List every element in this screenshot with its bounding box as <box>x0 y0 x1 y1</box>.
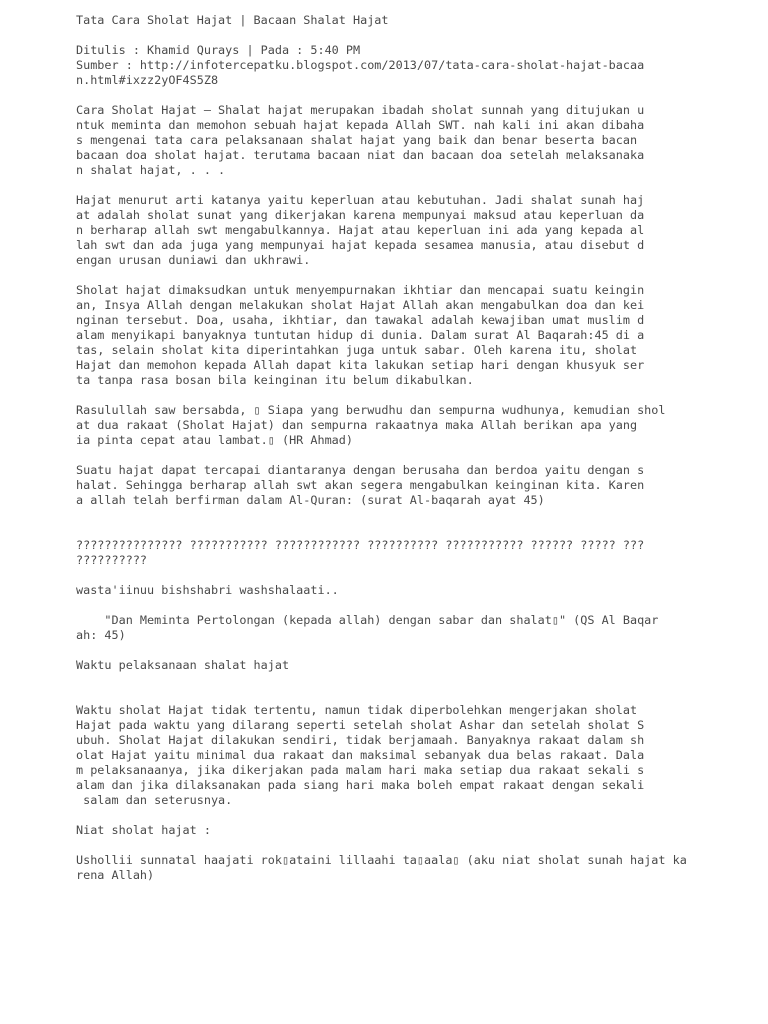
blank-line <box>76 388 736 403</box>
text-line: ntuk meminta dan memohon sebuah hajat kepada Allah SWT. nah kali ini akan dibaha <box>76 118 645 132</box>
text-line: Hajat pada waktu yang dilarang seperti setelah sholat Ashar dan setelah sholat S <box>76 718 645 732</box>
text-line: tas, selain sholat kita diperintahkan juga untuk sabar. Oleh karena itu, sholat <box>76 343 638 357</box>
blank-line <box>76 448 736 463</box>
text-line: n shalat hajat, . . . <box>76 163 226 177</box>
blank-line <box>76 598 736 613</box>
blank-line <box>76 268 736 283</box>
text-line: alam dan jika dilaksanakan pada siang hari maka boleh empat rakaat dengan sekali <box>76 778 645 792</box>
blank-line <box>76 838 736 853</box>
blank-line <box>76 568 736 583</box>
blank-line <box>76 508 736 523</box>
text-line: Ushollii sunnatal haajati rok▯ataini lillaahi ta▯aala▯ (aku niat sholat sunah hajat ka <box>76 853 687 867</box>
text-line: at adalah sholat sunat yang dikerjakan karena mempunyai maksud atau keperluan da <box>76 208 645 222</box>
blank-line <box>76 88 736 103</box>
text-line: ia pinta cepat atau lambat.▯ (HR Ahmad) <box>76 433 353 447</box>
text-line: Ditulis : Khamid Qurays | Pada : 5:40 PM <box>76 43 361 57</box>
text-line: Tata Cara Sholat Hajat | Bacaan Shalat Hajat <box>76 13 389 27</box>
blank-line <box>76 688 736 703</box>
text-line: ??????????????? ??????????? ???????????? ?????????? ??????????? ?????? ????? ??? <box>76 538 645 552</box>
text-line: bacaan doa sholat hajat. terutama bacaan niat dan bacaan doa setelah melaksanaka <box>76 148 645 162</box>
blank-line <box>76 643 736 658</box>
text-line: alam menyikapi banyaknya tuntutan hidup di dunia. Dalam surat Al Baqarah:45 di a <box>76 328 645 342</box>
text-line: Hajat dan memohon kepada Allah dapat kita lakukan setiap hari dengan khusyuk ser <box>76 358 645 372</box>
text-line: Hajat menurut arti katanya yaitu keperluan atau kebutuhan. Jadi shalat sunah haj <box>76 193 645 207</box>
text-line: a allah telah berfirman dalam Al-Quran: (surat Al-baqarah ayat 45) <box>76 493 545 507</box>
text-line: halat. Sehingga berharap allah swt akan segera mengabulkan keinginan kita. Karen <box>76 478 645 492</box>
blank-line <box>76 523 736 538</box>
text-line: Waktu pelaksanaan shalat hajat <box>76 658 290 672</box>
blank-line <box>76 28 736 43</box>
text-line: Rasulullah saw bersabda, ▯ Siapa yang berwudhu dan sempurna wudhunya, kemudian shol <box>76 403 666 417</box>
text-line: wasta'iinuu bishshabri washshalaati.. <box>76 583 339 597</box>
text-line: m pelaksanaanya, jika dikerjakan pada malam hari maka setiap dua rakaat sekali s <box>76 763 645 777</box>
text-line: n.html#ixzz2yOF4S5Z8 <box>76 73 219 87</box>
text-line: salam dan seterusnya. <box>76 793 233 807</box>
text-line: s mengenai tata cara pelaksanaan shalat hajat yang baik dan benar beserta bacan <box>76 133 638 147</box>
text-line: engan urusan duniawi dan ukhrawi. <box>76 253 311 267</box>
blank-line <box>76 673 736 688</box>
text-line: "Dan Meminta Pertolongan (kepada allah) dengan sabar dan shalat▯" (QS Al Baqar <box>76 613 659 627</box>
text-line: Sumber : http://infotercepatku.blogspot.com/2013/07/tata-cara-sholat-hajat-bacaa <box>76 58 645 72</box>
text-line: lah swt dan ada juga yang mempunyai hajat kepada sesamea manusia, atau disebut d <box>76 238 645 252</box>
text-line: nginan tersebut. Doa, usaha, ikhtiar, dan tawakal adalah kewajiban umat muslim d <box>76 313 645 327</box>
text-line: rena Allah) <box>76 868 155 882</box>
document-body <box>76 13 736 883</box>
text-line: Sholat hajat dimaksudkan untuk menyempurnakan ikhtiar dan mencapai suatu keingin <box>76 283 645 297</box>
blank-line <box>76 178 736 193</box>
text-line: an, Insya Allah dengan melakukan sholat Hajat Allah akan mengabulkan doa dan kei <box>76 298 645 312</box>
text-line: ah: 45) <box>76 628 126 642</box>
text-line: ?????????? <box>76 553 148 567</box>
text-line: Niat sholat hajat : <box>76 823 211 837</box>
blank-line <box>76 808 736 823</box>
text-line: Waktu sholat Hajat tidak tertentu, namun tidak diperbolehkan mengerjakan sholat <box>76 703 638 717</box>
text-line: olat Hajat yaitu minimal dua rakaat dan maksimal sebanyak dua belas rakaat. Dala <box>76 748 645 762</box>
text-line: Cara Sholat Hajat – Shalat hajat merupakan ibadah sholat sunnah yang ditujukan u <box>76 103 645 117</box>
text-line: n berharap allah swt mengabulkannya. Hajat atau keperluan ini ada yang kepada al <box>76 223 645 237</box>
text-line: Suatu hajat dapat tercapai diantaranya dengan berusaha dan berdoa yaitu dengan s <box>76 463 645 477</box>
text-line: at dua rakaat (Sholat Hajat) dan sempurna rakaatnya maka Allah berikan apa yang <box>76 418 638 432</box>
text-line: ubuh. Sholat Hajat dilakukan sendiri, tidak berjamaah. Banyaknya rakaat dalam sh <box>76 733 645 747</box>
text-line: ta tanpa rasa bosan bila keinginan itu belum dikabulkan. <box>76 373 474 387</box>
